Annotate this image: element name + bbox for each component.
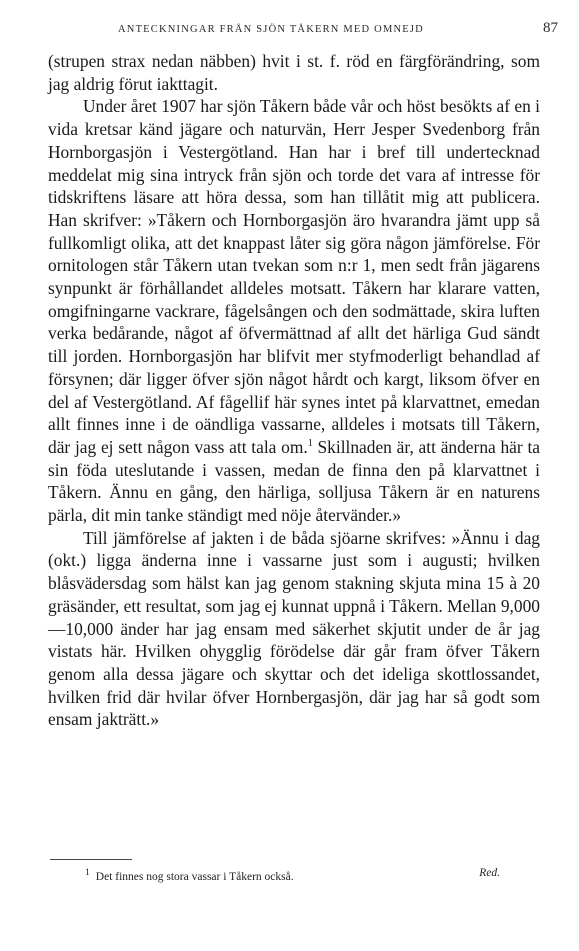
footnote-divider [50, 859, 132, 860]
paragraph-text-before-note: Under året 1907 har sjön Tåkern både vår och höst besökts af en i vida kretsar känd jägare och naturvän, Herr Jesper Svedenborg från Hornborgasjön i Vestergötland. Han har i bref till undertecknad meddelat mig sina intryck från sjön och torde det vara af intresse för tidskriftens läsare att höra dessa, som han tillåtit mig att publicera. Han skrifver: »Tåkern och Hornborgasjön äro hvarandra jämt upp så fullkomligt olika, att det knappast låter sig göra någon jämförelse. För ornitologen står Tåkern utan tvekan som n:r 1, men sedt från jägarens synpunkt är förhållandet alldeles motsatt. Tåkern har klarare vatten, omgifningarne vackrare, fågelsången och den sodmättade, skira luften verka bedårande, något af öfvermättnad af allt det härliga Gud sändt till jorden. Hornborgasjön har blifvit mer styfmoderligt behandlad af försynen; där ligger öfver sjön något hårdt och kargt, liksom öfver en del af Vestergötland. Af fågellif här synes intet på klarvattnet, emedan allt finnes inne i de oändliga vassarne, alldeles i motsats till Tåkern, där jag ej sett någon vass att tala om. [48, 96, 541, 457]
footnote [85, 866, 500, 884]
page-number: 87 [543, 20, 558, 36]
footnote-text: Det finnes nog stora vassar i Tåkern också. [95, 870, 294, 883]
paragraph-continuation: (strupen strax nedan näbben) hvit i st. f. röd en färgförändring, som jag aldrig förut iakttagit. [48, 51, 540, 94]
paragraph-hunting-comparison: Till jämförelse af jakten i de båda sjöarne skrifves: »Ännu i dag (okt.) ligga änderna inne i vassarne just som i augusti; hvilken blåsvädersdag som hälst kan jag genom stakning skjuta mina 15 à 20 gräsänder, ett resultat, som jag ej kunnat uppnå i Tåkern. Mellan 9,000—10,000 änder har jag ensam med säkerhet skjutit under de år jag vistats här. Hvilken ohygglig förödelse där går fram öfver Tåkern genom alla dessa jägare och skyttar och det ideliga skottlossandet, hvilken frid där hvilar öfver Hornbergasjön, där jag har så godt som ensam jakträtt.» [48, 527, 540, 730]
running-title: ANTECKNINGAR FRÅN SJÖN TÅKERN MED OMNEJD [118, 24, 424, 35]
footnote-number: 1 [85, 867, 90, 878]
paragraph-text-after-note: Skillnaden är, att änderna här ta sin föda uteslutande i vassen, medan de finna den på klarvattnet i Tåkern. Ännu en gång, den härliga, solljusa Tåkern är en naturens pärla, dit min tanke ständigt med nöje återvänder.» [48, 436, 541, 526]
footnote-signature: Red. [479, 867, 500, 879]
paragraph-svedenborg-letter [48, 95, 540, 526]
running-header [48, 22, 558, 42]
body-text [48, 50, 540, 731]
footnote-reference: 1 [307, 437, 313, 449]
